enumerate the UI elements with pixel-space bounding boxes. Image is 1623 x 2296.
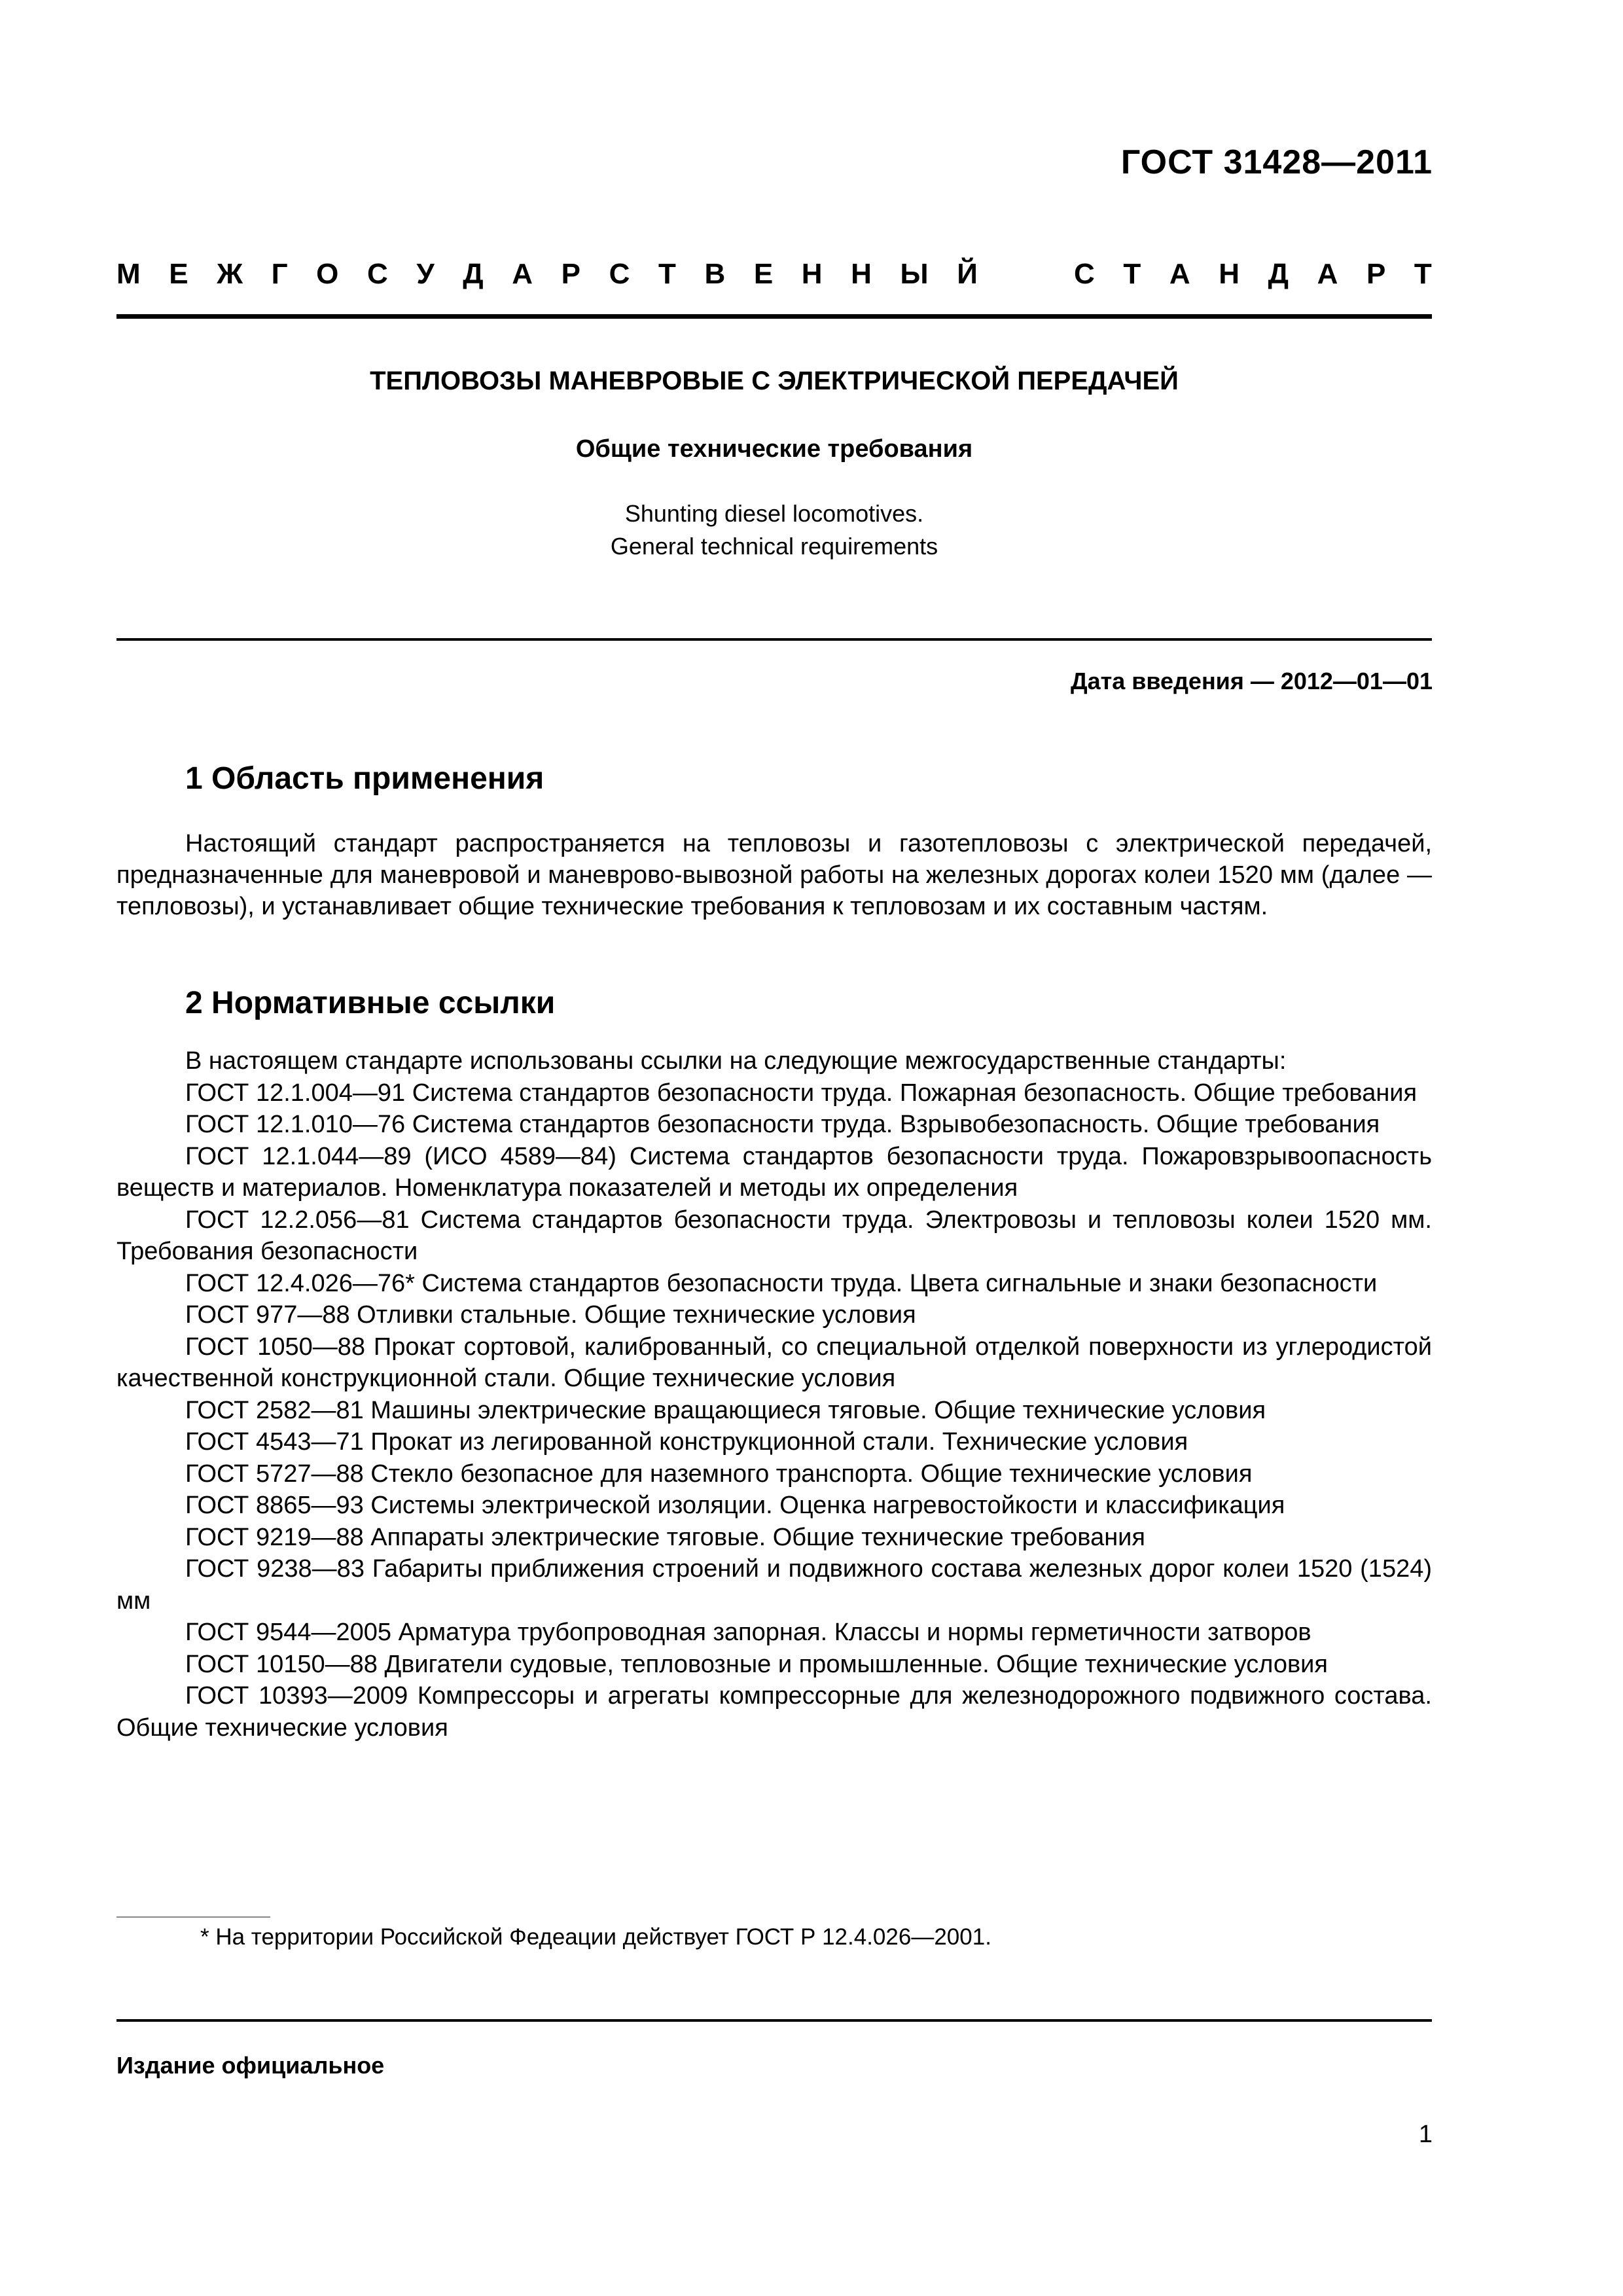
standard-type-letter: С (1074, 258, 1095, 290)
document-subtitle: Общие технические требования (575, 435, 973, 463)
section-1-paragraph: Настоящий стандарт распространяется на тепловозы и газотепловозы с электрической передачей, предназначенные для маневровой и маневрово-вывозной работы на железных дорогах колеи 1520 мм (далее — тепловозы), и устанавливает общие технические требования к тепловозам и их составным частям. (116, 830, 1432, 920)
reference-item: ГОСТ 4543—71 Прокат из легированной конструкционной стали. Технические условия (185, 1428, 1188, 1456)
header-divider (116, 314, 1432, 319)
reference-item: ГОСТ 9238—83 Габариты приближения строений и подвижного состава железных дорог колеи 1520 (1524) мм (116, 1555, 1432, 1615)
references-list (116, 1045, 1432, 1744)
standard-type-letter: Ы (900, 258, 929, 290)
footnote-divider (116, 1916, 270, 1918)
reference-item: ГОСТ 9544—2005 Арматура трубопроводная запорная. Классы и нормы герметичности затворов (185, 1619, 1311, 1646)
standard-type-letter: Е (753, 258, 774, 290)
introduction-date: Дата введения — 2012—01—01 (1070, 668, 1433, 694)
references-intro: В настоящем стандарте использованы ссылки на следующие межгосударственные стандарты: (185, 1047, 1287, 1075)
english-title (116, 497, 1432, 563)
standard-type-letter: Р (561, 258, 580, 290)
standard-type-letter: М (116, 258, 141, 290)
standard-type-letter: Е (169, 258, 188, 290)
standard-type-letter: Д (463, 258, 484, 290)
standard-type-letter: Ж (217, 258, 243, 290)
standard-type-letter: В (704, 258, 726, 290)
standard-type-heading (116, 258, 1432, 291)
standard-type-letter: А (1169, 258, 1190, 290)
standard-type-letter: А (512, 258, 533, 290)
reference-item: ГОСТ 2582—81 Машины электрические вращающиеся тяговые. Общие технические условия (185, 1396, 1266, 1424)
standard-type-letter: Н (801, 258, 823, 290)
footnote: * На территории Российской Федеации действует ГОСТ Р 12.4.026—2001. (200, 1924, 991, 1950)
section-1-body (116, 828, 1432, 922)
title-divider (116, 638, 1432, 641)
standard-type-letter: Т (1123, 258, 1141, 290)
reference-item: ГОСТ 5727—88 Стекло безопасное для наземного транспорта. Общие технические условия (185, 1460, 1253, 1488)
section-1-heading: 1 Область применения (185, 761, 544, 796)
standard-type-letter: У (416, 258, 435, 290)
reference-item: ГОСТ 12.2.056—81 Система стандартов безопасности труда. Электровозы и тепловозы колеи 1520 мм. Требования безопасности (116, 1206, 1432, 1265)
standard-type-letter: О (316, 258, 339, 290)
standard-type-letter: Т (658, 258, 676, 290)
section-2-heading: 2 Нормативные ссылки (185, 986, 556, 1020)
standard-type-gap (1006, 258, 1045, 291)
edition-label: Издание официальное (116, 2052, 385, 2079)
standard-type-letter: Й (957, 258, 978, 290)
reference-item: ГОСТ 12.4.026—76* Система стандартов безопасности труда. Цвета сигнальные и знаки безопасности (185, 1269, 1378, 1297)
reference-item: ГОСТ 10150—88 Двигатели судовые, тепловозные и промышленные. Общие технические условия (185, 1650, 1328, 1678)
footer-divider (116, 2019, 1432, 2022)
standard-type-letter: Т (1414, 258, 1432, 290)
reference-item: ГОСТ 12.1.004—91 Система стандартов безопасности труда. Пожарная безопасность. Общие требования (185, 1079, 1418, 1107)
standard-type-letter: Р (1366, 258, 1386, 290)
reference-item: ГОСТ 1050—88 Прокат сортовой, калиброванный, со специальной отделкой поверхности из углеродистой качественной конструкционной стали. Общие технические условия (116, 1333, 1432, 1392)
reference-item: ГОСТ 10393—2009 Компрессоры и агрегаты компрессорные для железнодорожного подвижного состава. Общие технические условия (116, 1682, 1432, 1742)
document-number: ГОСТ 31428—2011 (1120, 143, 1433, 181)
reference-item: ГОСТ 12.1.044—89 (ИСО 4589—84) Система стандартов безопасности труда. Пожаровзрывоопасность веществ и материалов. Номенклатура показателей и методы их определения (116, 1142, 1432, 1202)
english-title-line1: Shunting diesel locomotives. (624, 500, 924, 527)
standard-type-letter: С (609, 258, 630, 290)
standard-type-letter: А (1317, 258, 1338, 290)
reference-item: ГОСТ 8865—93 Системы электрической изоляции. Оценка нагревостойкости и классификация (185, 1492, 1285, 1519)
reference-item: ГОСТ 12.1.010—76 Система стандартов безопасности труда. Взрывобезопасность. Общие требования (185, 1111, 1380, 1138)
standard-type-letter: С (366, 258, 388, 290)
standard-type-letter: Н (1219, 258, 1240, 290)
page-number: 1 (1418, 2121, 1433, 2148)
english-title-line2: General technical requirements (610, 533, 938, 560)
standard-type-letter: Д (1268, 258, 1289, 290)
reference-item: ГОСТ 9219—88 Аппараты электрические тяговые. Общие технические требования (185, 1523, 1145, 1551)
standard-type-letter: Н (851, 258, 872, 290)
standard-type-letter: Г (271, 258, 288, 290)
reference-item: ГОСТ 977—88 Отливки стальные. Общие технические условия (185, 1301, 916, 1329)
document-title: ТЕПЛОВОЗЫ МАНЕВРОВЫЕ С ЭЛЕКТРИЧЕСКОЙ ПЕРЕДАЧЕЙ (370, 367, 1179, 395)
